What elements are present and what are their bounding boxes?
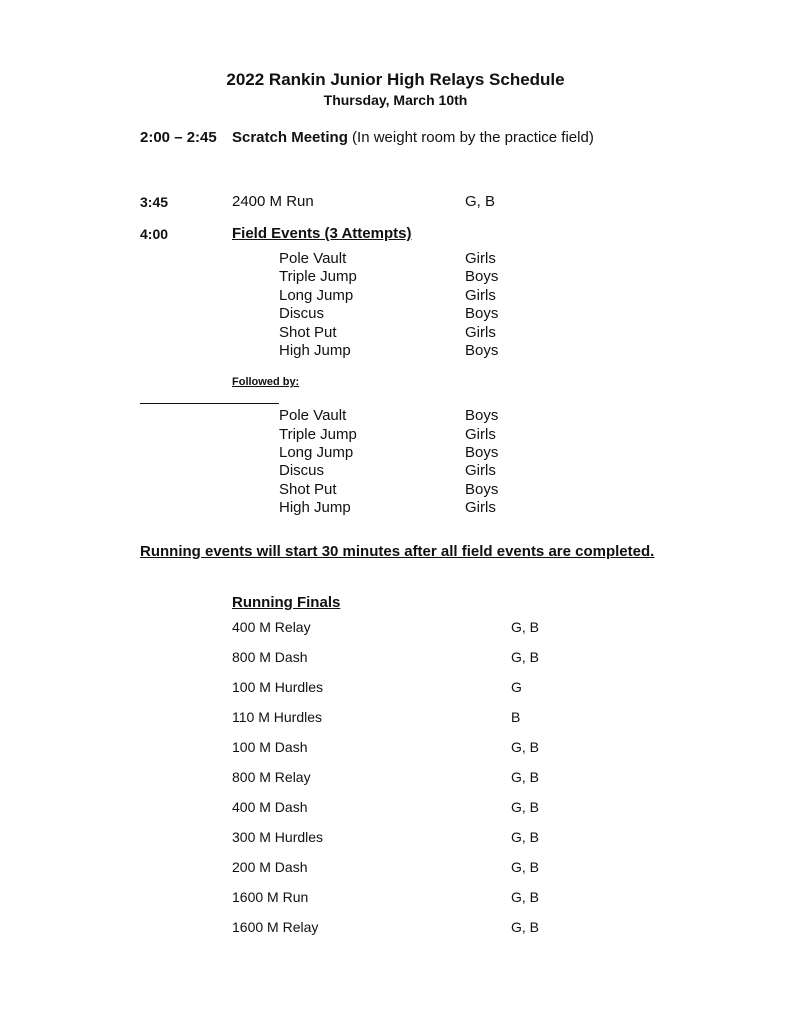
field-second-gender: Girls [465,426,496,443]
field-second-gender: Girls [465,499,496,516]
finals-event: 800 M Relay [232,769,311,785]
finals-gender: G, B [511,739,540,755]
page-title: 2022 Rankin Junior High Relays Schedule [226,70,565,89]
finals-gender: G, B [511,619,540,635]
page-subtitle: Thursday, March 10th [323,92,468,108]
finals-gender: G, B [511,889,540,905]
field-first-event: Long Jump [279,287,354,304]
field-first-gender: Girls [465,287,496,304]
finals-event: 400 M Relay [232,619,311,635]
finals-event: 1600 M Relay [232,919,319,935]
finals-event: 300 M Hurdles [232,829,324,845]
field-second-gender: Boys [465,481,499,498]
finals-event: 400 M Dash [232,799,308,815]
field-second-gender: Boys [465,407,499,424]
finals-gender: G, B [511,919,540,935]
field-first-event: High Jump [279,342,351,359]
field-second-event: Pole Vault [279,407,347,424]
field-second-gender: Boys [465,444,499,461]
field-first-event: Discus [279,305,325,322]
finals-gender: G [511,679,522,695]
field-heading: Field Events (3 Attempts) [232,225,412,242]
field-first-gender: Girls [465,250,496,267]
field-first-gender: Boys [465,342,499,359]
finals-gender: G, B [511,799,540,815]
followed-by-label: Followed by: [232,376,300,388]
scratch-label: Scratch Meeting [232,129,348,146]
field-time: 4:00 [140,226,169,242]
run2400-time: 3:45 [140,194,169,210]
running-notice: Running events will start 30 minutes after all field events are completed. [140,543,655,560]
field-second-event: High Jump [279,499,351,516]
field-first-event: Pole Vault [279,250,347,267]
finals-gender: G, B [511,769,540,785]
scratch-note: (In weight room by the practice field) [352,129,594,146]
finals-gender: G, B [511,859,540,875]
run2400-event: 2400 M Run [232,193,314,210]
finals-event: 100 M Hurdles [232,679,324,695]
divider-line [140,403,279,404]
finals-gender: B [511,709,521,725]
scratch-time: 2:00 – 2:45 [140,129,217,146]
finals-event: 110 M Hurdles [232,709,323,725]
finals-gender: G, B [511,649,540,665]
field-second-event: Shot Put [279,481,337,498]
field-first-event: Shot Put [279,324,337,341]
field-second-event: Triple Jump [279,426,357,443]
finals-event: 800 M Dash [232,649,308,665]
field-first-gender: Boys [465,305,499,322]
field-second-event: Long Jump [279,444,354,461]
finals-heading: Running Finals [232,594,341,611]
finals-event: 100 M Dash [232,739,308,755]
finals-gender: G, B [511,829,540,845]
finals-event: 200 M Dash [232,859,308,875]
scratch-line [232,129,594,146]
field-first-gender: Boys [465,268,499,285]
field-first-event: Triple Jump [279,268,357,285]
run2400-gender: G, B [465,193,496,210]
field-first-gender: Girls [465,324,496,341]
finals-event: 1600 M Run [232,889,309,905]
field-second-gender: Girls [465,462,496,479]
field-second-event: Discus [279,462,325,479]
